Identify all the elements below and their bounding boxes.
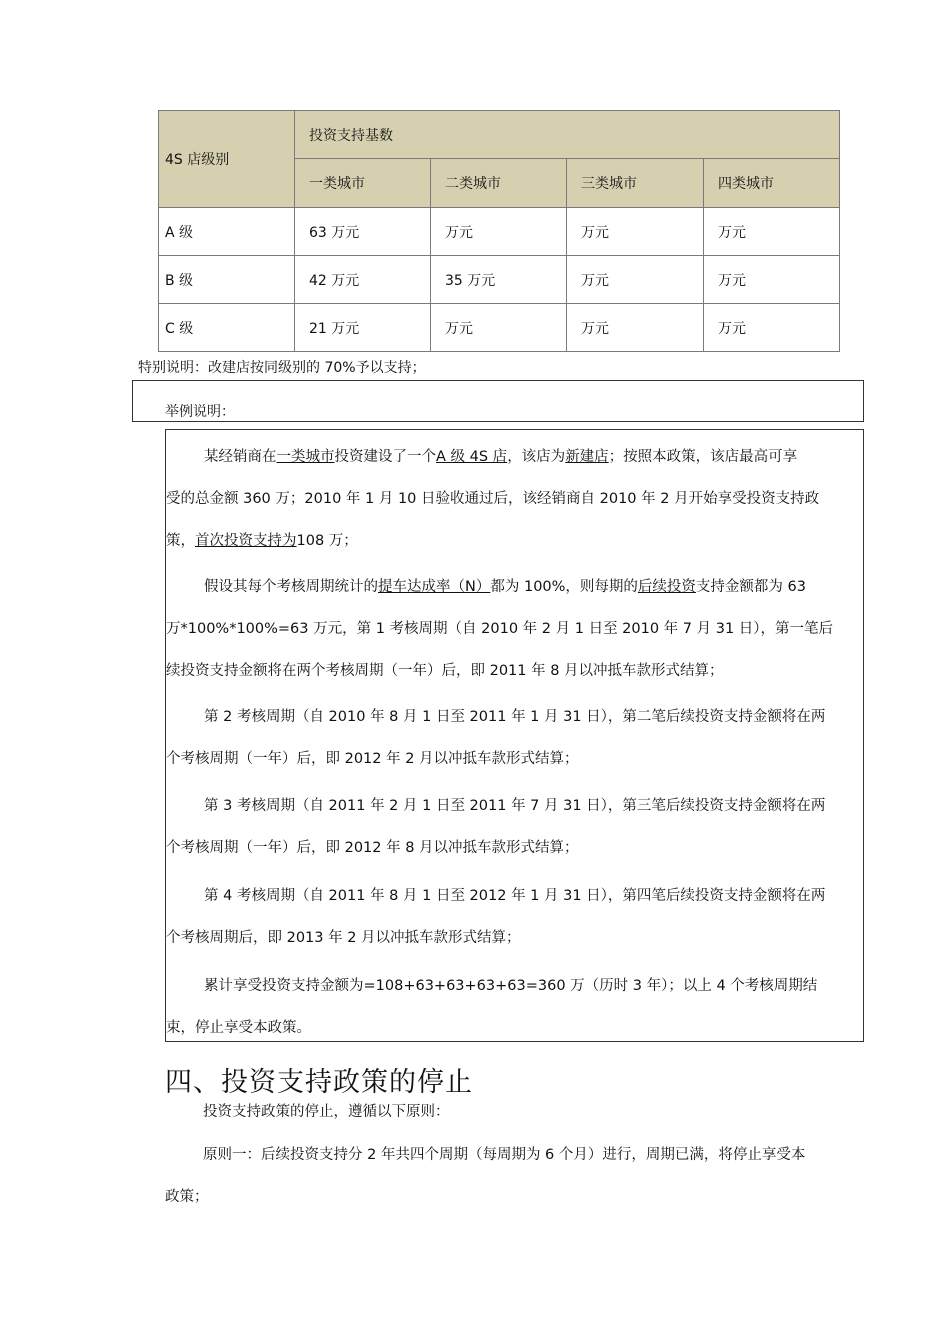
- table-row: [159, 304, 840, 352]
- value-cell: 万元: [704, 304, 840, 352]
- city-column-header: 一类城市: [295, 159, 431, 208]
- example-header-box: [132, 380, 864, 422]
- example-paragraph-1: 某经销商在一类城市投资建设了一个A 级 4S 店，该店为新建店；按照本政策，该店最高可享: [204, 449, 798, 465]
- example-paragraph-3: 第 2 考核周期（自 2010 年 8 月 1 日至 2011 年 1 月 31 日），第二笔后续投资支持金额将在两: [204, 709, 826, 725]
- table-row: [159, 256, 840, 304]
- level-cell: B 级: [159, 256, 295, 304]
- value-cell: 万元: [567, 208, 704, 256]
- value-cell: 21 万元: [295, 304, 431, 352]
- value-cell: 万元: [431, 304, 567, 352]
- example-paragraph-6-line2: 束，停止享受本政策。: [166, 1020, 311, 1036]
- investment-support-table: [158, 110, 840, 352]
- value-cell: 万元: [567, 304, 704, 352]
- city-column-header: 四类城市: [704, 159, 840, 208]
- section-intro: 投资支持政策的停止，遵循以下原则：: [203, 1104, 450, 1120]
- section-title: 四、投资支持政策的停止: [165, 1067, 473, 1098]
- level-cell: C 级: [159, 304, 295, 352]
- value-cell: 万元: [704, 256, 840, 304]
- city-column-header: 三类城市: [567, 159, 704, 208]
- example-header-label: 举例说明：: [165, 404, 235, 420]
- example-paragraph-4: 第 3 考核周期（自 2011 年 2 月 1 日至 2011 年 7 月 31 日），第三笔后续投资支持金额将在两: [204, 798, 826, 814]
- special-note: 特别说明：改建店按同级别的 70%予以支持；: [138, 360, 426, 376]
- value-cell: 42 万元: [295, 256, 431, 304]
- example-paragraph-5-line2: 个考核周期后，即 2013 年 2 月以冲抵车款形式结算；: [166, 930, 521, 946]
- value-cell: 63 万元: [295, 208, 431, 256]
- table-row: [159, 208, 840, 256]
- example-paragraph-1-line3: 策，首次投资支持为108 万；: [166, 533, 358, 549]
- example-box: [165, 429, 864, 1042]
- example-paragraph-4-line2: 个考核周期（一年）后，即 2012 年 8 月以冲抵车款形式结算；: [166, 840, 579, 856]
- level-cell: A 级: [159, 208, 295, 256]
- example-paragraph-2-line3: 续投资支持金额将在两个考核周期（一年）后，即 2011 年 8 月以冲抵车款形式结算；: [166, 663, 724, 679]
- example-paragraph-3-line2: 个考核周期（一年）后，即 2012 年 2 月以冲抵车款形式结算；: [166, 751, 579, 767]
- example-paragraph-1-line2: 受的总金额 360 万；2010 年 1 月 10 日验收通过后，该经销商自 2010 年 2 月开始享受投资支持政: [166, 491, 820, 507]
- city-column-header: 二类城市: [431, 159, 567, 208]
- principle-1-line2: 政策；: [165, 1189, 209, 1205]
- principle-1-line1: 原则一：后续投资支持分 2 年共四个周期（每周期为 6 个月）进行，周期已满，将停止享受本: [203, 1147, 806, 1163]
- example-paragraph-5: 第 4 考核周期（自 2011 年 8 月 1 日至 2012 年 1 月 31 日），第四笔后续投资支持金额将在两: [204, 888, 826, 904]
- example-paragraph-6: 累计享受投资支持金额为=108+63+63+63+63=360 万（历时 3 年）；以上 4 个考核周期结: [204, 978, 818, 994]
- value-cell: 35 万元: [431, 256, 567, 304]
- example-paragraph-2: 假设其每个考核周期统计的提车达成率（N）都为 100%，则每期的后续投资支持金额都为 63: [204, 579, 806, 595]
- support-base-header: 投资支持基数: [295, 111, 840, 159]
- store-level-header: 4S 店级别: [159, 111, 295, 208]
- value-cell: 万元: [704, 208, 840, 256]
- value-cell: 万元: [567, 256, 704, 304]
- example-paragraph-2-line2: 万*100%*100%=63 万元，第 1 考核周期（自 2010 年 2 月 1 日至 2010 年 7 月 31 日），第一笔后: [166, 621, 834, 637]
- value-cell: 万元: [431, 208, 567, 256]
